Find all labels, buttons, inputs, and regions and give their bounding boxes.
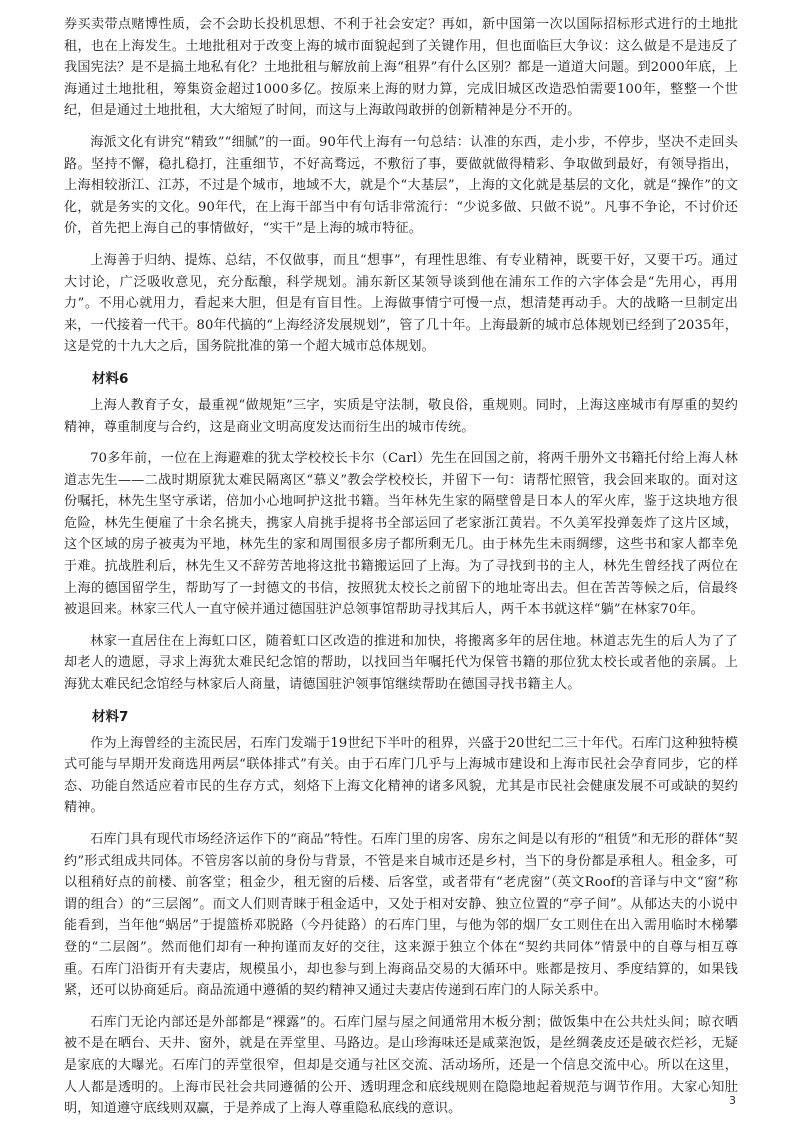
material7-paragraph-1: 作为上海曾经的主流民居，石库门发端于19世纪下半叶的租界，兴盛于20世纪二三十年代。石库门这种独特模式可能与早期开发商选用两层“联体排式”有关。由于石库门几乎与上海城市建设和上海市民社会孕育同步，它的样态、功能自然适应着市民的生存方式，刻烙下上海文化精神的诸多风貌，尤其是市民社会健康发展不可或缺的契约精神。 (64, 735, 738, 816)
paragraph-intro-2: 海派文化有讲究“精致”“细腻”的一面。90年代上海有一句总结：认准的东西，走小步，不停步，坚决不走回头路。坚持不懈，稳扎稳打，注重细节，不好高骛远，不敷衍了事，要做就做得精彩、争取做到最好，有领导指出，上海相较浙江、江苏，不过是个城市，地域不大，就是个“大基层”，上海的文化就是基层的文化，就是“操作”的文化，就是务实的文化。90年代，在上海干部当中有句话非常流行：“少说多做、只做不说”。凡事不争论，不讨价还价，首先把上海自己的事情做好，“实干”是上海的城市特征。 (64, 134, 738, 237)
paragraph-intro-3: 上海善于归纳、提炼、总结，不仅做事，而且“想事”，有理性思维、有专业精神，既要干好，又要干巧。通过大讨论，广泛吸收意见，充分酝酿，科学规划。浦东新区某领导谈到他在浦东工作的六字体会是“先用心，再用力”。不用心就用力，看起来大胆，但是有盲目性。上海做事情宁可慢一点，想清楚再动手。大的战略一旦制定出来，一代接着一代干。80年代搞的“上海经济发展规划”，管了几十年。上海最新的城市总体规划已经到了2035年，这是党的十九大之后，国务院批准的第一个超大城市总体规划。 (64, 252, 738, 355)
material7-paragraph-2: 石库门具有现代市场经济运作下的“商品”特性。石库门里的房客、房东之间是以有形的“租赁”和无形的群体“契约”形式组成共同体。不管房客以前的身份与背景，不管是来自城市还是乡村，当下的身份都是承租人。租金多，可以租稍好点的前楼、前客堂；租金少，租无窗的后楼、后客堂，或者带有“老虎窗”（英文Roof的音译与中文“窗”称谓的组合）的“三层阁”。而文人们则青睐于租金适中，又处于相对安静、独立位置的“亭子间”。从郁达夫的小说中能看到，当年他“蜗居”于提篮桥邓脱路（今丹徒路）的石库门里，与他为邻的烟厂女工则住在出入需用临时木梯攀登的“二层阁”。然而他们却有一种拘谨而友好的交往，这来源于独立个体在“契约共同体”情景中的自尊与相互尊重。石库门沿街开有夫妻店，规模虽小，却也参与到上海商品交易的大循环中。账都是按月、季度结算的，如果钱紧，还可以协商延后。商品流通中遵循的契约精神又通过夫妻店传递到石库门的人际关系中。 (64, 832, 738, 999)
paragraph-intro-1: 券买卖带点赌博性质，会不会助长投机思想、不利于社会安定？再如，新中国第一次以国际招标形式进行的土地批租，也在上海发生。土地批租对于改变上海的城市面貌起到了关键作用，但也面临巨大争议：这么做是不是违反了我国宪法？是不是搞土地私有化？土地批租与解放前上海“租界”有什么区别？都是一道道大问题。到2000年底，上海通过土地批租，筹集资金超过1000多亿。按原来上海的财力算，完成旧城区改造恐怕需要100年，整整一个世纪，但是通过土地批租，大大缩短了时间，而这与上海敢闯敢拼的创新精神是分不开的。 (64, 17, 738, 119)
document-body (64, 14, 738, 1130)
material6-paragraph-1: 上海人教育子女，最重视“做规矩”三字，实质是守法制，敬良俗，重规则。同时，上海这座城市有厚重的契约精神，尊重制度与合约，这是商业文明高度发达而衍生出的城市传统。 (64, 397, 738, 435)
material6-paragraph-3: 林家一直居住在上海虹口区，随着虹口区改造的推进和加快，将搬离多年的居住地。林道志先生的后人为了了却老人的遗愿，寻求上海犹太难民纪念馆的帮助，以找回当年嘱托代为保管书籍的那位犹太校长或者他的亲属。上海犹太难民纪念馆经与林家后人商量，请德国驻沪领事馆继续帮助在德国寻找书籍主人。 (64, 633, 738, 693)
material6-paragraph-2: 70多年前，一位在上海避难的犹太学校校长卡尔（Carl）先生在回国之前，将两千册外文书籍托付给上海人林道志先生——二战时期原犹太难民隔离区“慕义”教会学校校长，并留下一句：请帮忙照管，我会回来取的。面对这份嘱托，林先生坚守承诺，倍加小心地呵护这批书籍。当年林先生家的隔壁曾是日本人的军火库，鉴于这块地方很危险，林先生便雇了十余名挑夫，携家人肩挑手提将书全部运回了老家浙江黄岩。不久美军投弹轰炸了这片区域，这个区域的房子被夷为平地，林先生的家和周围很多房子都所剩无几。由于林先生未雨绸缪，这些书和家人都幸免于难。抗战胜利后，林先生又不辞劳苦地将这批书籍搬运回了上海。为了寻找到书的主人，林先生曾经找了两位在上海的德国留学生，帮助写了一封德文的书信，按照犹太校长之前留下的地址寄出去。但在苦苦等候之后，信最终被退回来。林家三代人一直守候并通过德国驻沪总领事馆帮助寻找其后人，两千本书就这样“躺”在林家70年。 (64, 451, 738, 618)
page-number: 3 (729, 1094, 736, 1107)
material7-heading: 材料7 (92, 708, 129, 725)
material7-paragraph-3: 石库门无论内部还是外部都是“裸露”的。石库门屋与屋之间通常用木板分割；做饭集中在公共灶头间；晾衣晒被不是在晒台、天井、窗外，就是在弄堂里、马路边。是山珍海味还是咸菜泡饭，是丝绸袭皮还是破衣烂衫，无疑是家底的大曝光。石库门的弄堂很窄，但却是交通与社区交流、活动场所，还是一个信息交流中心。所以在这里，人人都是透明的。上海市民社会共同遵循的公开、透明理念和底线规则在隐隐地起着规范与调节作用。大家心知肚明，知道遵守底线则双赢，于是养成了上海人尊重隐私底线的意识。 (64, 1014, 738, 1117)
material6-heading: 材料6 (92, 370, 129, 387)
